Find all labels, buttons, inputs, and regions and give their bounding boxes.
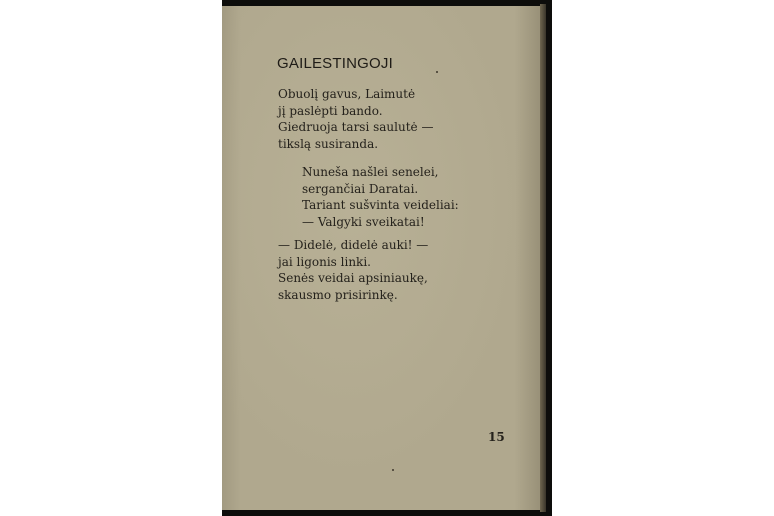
poem-line: Tariant sušvinta veideliai:: [302, 198, 459, 212]
paper-speck: [392, 469, 394, 471]
stanza-2: [302, 164, 459, 230]
poem-line: jai ligonis linki.: [278, 254, 371, 269]
poem-line: Nuneša našlei senelei,: [302, 165, 439, 179]
poem-line: Obuolį gavus, Laimutė: [278, 87, 416, 101]
poem-line: skausmo prisirinkę.: [278, 287, 398, 302]
paper-speck: [436, 71, 438, 73]
poem-line: sergančiai Daratai.: [302, 181, 419, 196]
stanza-1: [278, 86, 433, 152]
poem-title: GAILESTINGOJI: [277, 55, 393, 72]
page-number: 15: [488, 430, 505, 444]
poem-line: — Didelė, didelė auki! —: [278, 238, 429, 252]
poem-line: Senės veidai apsiniaukę,: [278, 271, 428, 285]
poem-line: tikslą susiranda.: [278, 136, 379, 151]
poem-line: Giedruoja tarsi saulutė —: [278, 120, 434, 134]
stanza-3: [278, 237, 428, 303]
page-edge-shadow: [540, 4, 546, 512]
poem-line: — Valgyki sveikatai!: [302, 214, 425, 229]
poem-line: jį paslėpti bando.: [278, 103, 383, 118]
